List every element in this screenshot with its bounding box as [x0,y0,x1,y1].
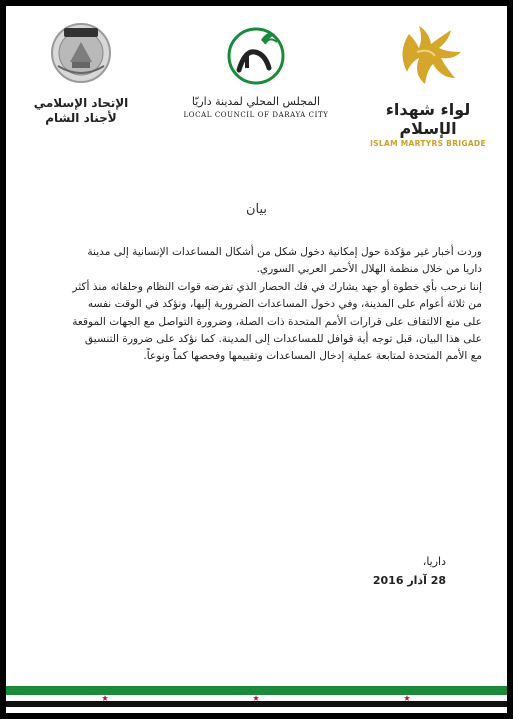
islamic-union-logo-block [26,22,136,126]
martyrs-brigade-name-en: ISLAM MARTYRS BRIGADE [370,139,486,148]
red-star-icon [253,695,259,701]
daraya-council-name-ar: المجلس المحلي لمدينة داريّا [191,95,321,108]
daraya-council-name-en: LOCAL COUNCIL OF DARAYA CITY [183,111,329,119]
flag-band-black [6,701,507,707]
statement-signature [86,552,446,590]
statement-date: 28 آذار 2016 [372,574,446,587]
golden-eagle-icon [389,22,467,92]
red-star-icon [102,695,108,701]
statement-place: داريا، [422,555,446,568]
islamic-union-name-line1: الإتحاد الإسلامي [33,96,129,110]
statement-title: بيان [245,202,268,217]
statement-page [6,6,507,713]
islamic-union-emblem-icon [44,22,118,84]
daraya-council-emblem-icon [225,22,287,88]
martyrs-brigade-logo-block [358,22,498,148]
martyrs-brigade-name-ar: لواء شهداء الإسلام [385,100,471,138]
statement-body [72,244,482,366]
flag-band-green [6,686,507,695]
red-star-icon [404,695,410,701]
islamic-union-name-line2: لأجناد الشام [45,111,117,125]
statement-paragraph: إننا نرحب بأي خطوة أو جهد يشارك في فك الحصار الذي تفرضه قوات النظام وحلفائه منذ أكثر من ثلاثة أعوام على المدينة، وفي دخول المساعدات الضرورية إليها، ونؤكد في الوقت نفسه على منع الالتفاف على قرارات الأمم المتحدة ذات الصلة، وضرورة التواصل مع الجهات الموقعة على هذا البيان، قبل توجه أية قوافل للمساعدات إلى المدينة. كما نؤكد على ضرورة التنسيق مع الأمم المتحدة لمتابعة عملية إدخال المساعدات وتقييمها وفحصها كماً ونوعاً. [72,280,482,363]
daraya-council-logo-block [176,22,336,119]
statement-paragraph: وردت أخبار غير مؤكدة حول إمكانية دخول شكل من أشكال المساعدات الإنسانية إلى مدينة داريا من خلال منظمة الهلال الأحمر العربي السوري. [87,246,482,276]
